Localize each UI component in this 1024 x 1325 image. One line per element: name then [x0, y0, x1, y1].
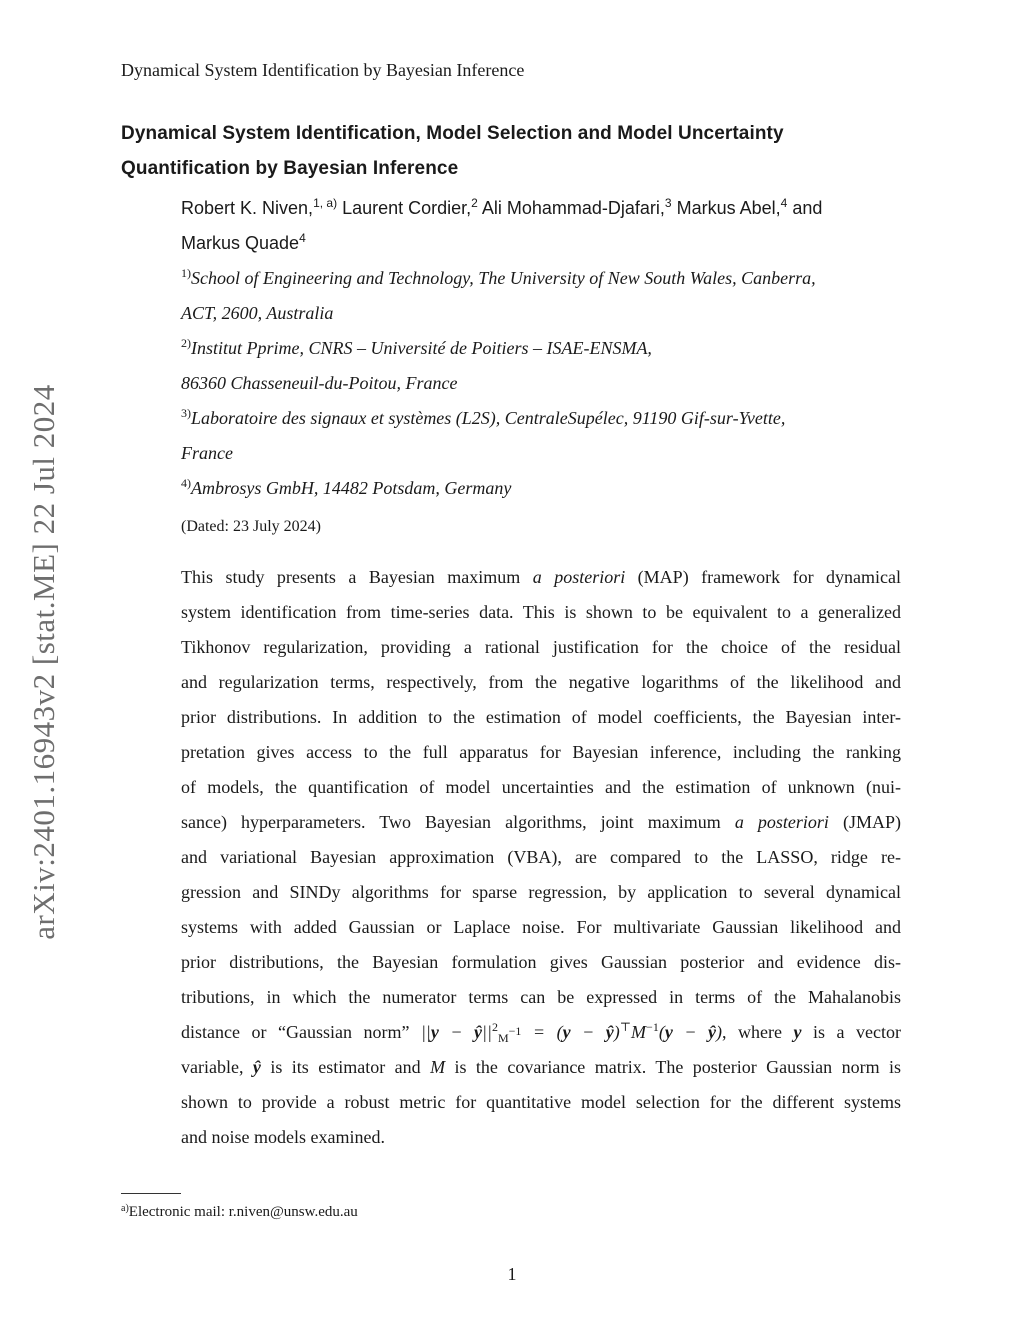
abstract-line: [181, 1015, 901, 1050]
dated-line: (Dated: 23 July 2024): [181, 518, 321, 535]
footnote-text: Electronic mail: r.niven@unsw.edu.au: [128, 1204, 358, 1220]
author-conjunction: and: [787, 198, 823, 218]
affiliation-text: School of Engineering and Technology, The University of New South Wales, Canberra,: [191, 268, 816, 288]
affiliation-line: 86360 Chasseneuil-du-Poitou, France: [181, 373, 458, 393]
abstract-line: gression and SINDy algorithms for sparse regression, by application to several dynamical: [181, 882, 901, 902]
author-name: Ali Mohammad-Djafari,: [477, 198, 665, 218]
author-name: Robert K. Niven,: [181, 198, 314, 218]
affiliation-line: [181, 261, 911, 296]
abstract-line: and noise models examined.: [181, 1127, 385, 1147]
abstract-line: tributions, in which the numerator terms can be expressed in terms of the Mahalanobis: [181, 987, 901, 1007]
affiliation-line: ACT, 2600, Australia: [181, 303, 334, 323]
abstract-text: is the covariance matrix. The posterior Gaussian norm is: [445, 1057, 902, 1077]
affiliation-mark: 4): [181, 476, 191, 490]
author-name: Markus Quade: [181, 233, 300, 253]
arxiv-stamp-text: arXiv:2401.16943v2 [stat.ME] 22 Jul 2024: [26, 384, 61, 940]
abstract-text: sance) hyperparameters. Two Bayesian algorithms, joint maximum: [181, 812, 735, 832]
author-affiliation-mark: 1, a): [313, 196, 338, 210]
abstract-line: [181, 560, 901, 595]
running-header: Dynamical System Identification by Bayesian Inference: [121, 60, 525, 80]
abstract-line: prior distributions. In addition to the estimation of model coefficients, the Bayesian inter-: [181, 707, 901, 727]
abstract-italic-text: a posteriori: [532, 567, 626, 587]
abstract-text: (JMAP): [828, 812, 901, 832]
abstract-line: systems with added Gaussian or Laplace noise. For multivariate Gaussian likelihood and: [181, 917, 901, 937]
affiliation-list: [181, 261, 911, 506]
abstract-text: is a vector: [801, 1022, 901, 1042]
affiliation-mark: 2): [181, 336, 191, 350]
affiliation-mark: 3): [181, 406, 191, 420]
footnote-mark: a): [121, 1203, 129, 1214]
abstract-line: Tikhonov regularization, providing a rational justification for the choice of the residual: [181, 637, 901, 657]
affiliation-line: [181, 331, 911, 366]
abstract-text: variable,: [181, 1057, 253, 1077]
abstract-line: and variational Bayesian approximation (VBA), are compared to the LASSO, ridge re-: [181, 847, 901, 867]
abstract-italic-text: a posteriori: [734, 812, 829, 832]
abstract-line: [181, 805, 901, 840]
abstract-text: is its estimator and: [260, 1057, 431, 1077]
math-symbol-y-hat: ŷ: [252, 1057, 261, 1077]
page-number: 1: [507, 1264, 517, 1284]
math-symbol-m: M: [430, 1057, 446, 1077]
author-affiliation-mark: 3: [664, 196, 672, 210]
footnote-divider: [121, 1193, 181, 1194]
abstract-line: and regularization terms, respectively, from the negative logarithms of the likelihood and: [181, 672, 901, 692]
affiliation-line: [181, 401, 911, 436]
affiliation-text: Ambrosys GmbH, 14482 Potsdam, Germany: [191, 478, 512, 498]
abstract-line: prior distributions, the Bayesian formulation gives Gaussian posterior and evidence dis-: [181, 952, 901, 972]
gaussian-norm-formula: $||y - ŷ||^2_{M^{-1}} = (y$ − $ŷ)^⊤M^{-1}(y$ − ŷ): [420, 1020, 722, 1045]
abstract-line: shown to provide a robust metric for quantitative model selection for the different systems: [181, 1092, 901, 1112]
affiliation-text: Institut Pprime, CNRS – Université de Poitiers – ISAE-ENSMA,: [191, 338, 652, 358]
math-symbol-y: y: [793, 1022, 802, 1042]
author-affiliation-mark: 2: [471, 196, 478, 210]
abstract-line: of models, the quantification of model uncertainties and the estimation of unknown (nui-: [181, 777, 901, 797]
footnote: [121, 1204, 358, 1221]
abstract-text: distance or “Gaussian norm”: [181, 1022, 421, 1042]
author-affiliation-mark: 4: [780, 196, 788, 210]
abstract-line: pretation gives access to the full apparatus for Bayesian inference, including the ranking: [181, 742, 901, 762]
paper-title: Dynamical System Identification, Model Selection and Model Uncertainty Quantification by Bayesian Inference: [121, 123, 784, 179]
affiliation-text: Laboratoire des signaux et systèmes (L2S), CentraleSupélec, 91190 Gif-sur-Yvette,: [191, 408, 786, 428]
affiliation-line: France: [181, 443, 233, 463]
abstract-line: [181, 1050, 901, 1085]
affiliation-line: [181, 471, 911, 506]
author-name: Laurent Cordier,: [337, 198, 472, 218]
author-name: Markus Abel,: [671, 198, 781, 218]
abstract-text: (MAP) framework for dynamical: [625, 567, 901, 587]
affiliation-mark: 1): [181, 266, 191, 280]
abstract: [181, 560, 901, 1155]
abstract-text: , where: [722, 1022, 794, 1042]
abstract-line: system identification from time-series data. This is shown to be equivalent to a generalized: [181, 602, 901, 622]
abstract-text: This study presents a Bayesian maximum: [181, 567, 533, 587]
author-list: [181, 191, 901, 261]
author-affiliation-mark: 4: [299, 231, 306, 245]
